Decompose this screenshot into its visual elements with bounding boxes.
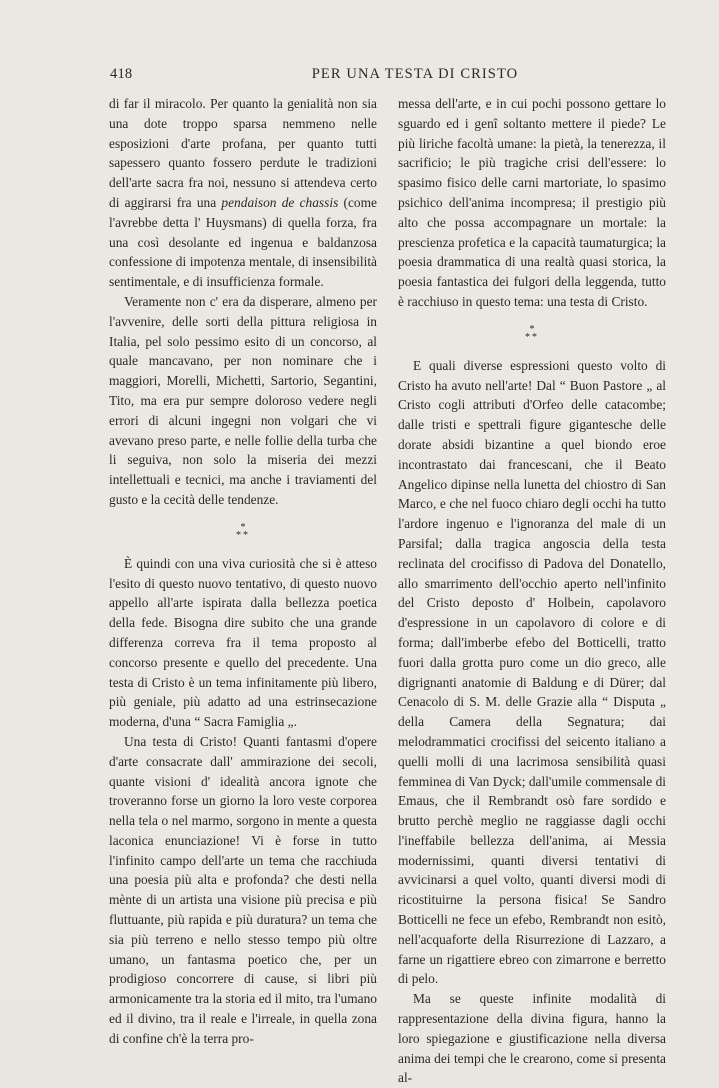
italic-phrase: pendaison de chassis	[221, 194, 339, 210]
left-column	[109, 94, 377, 1049]
asterism-top: *	[529, 323, 535, 335]
running-title: PER UNA TESTA DI CRISTO	[311, 66, 519, 82]
paragraph: È quindi con una viva curiosità che si è atteso l'esito di questo nuovo tentativo, di questo nuovo appello all'arte ispirata dalla bellezza poetica della fede. Bisogna dire subito che una grande differenza correva fra il tema proposto al concorso presente e quello del precedente. Una testa di Cristo è un tema infinitamente più libero, più geniale, più adatto ad una estrinsecazione moderna, d'una “ Sacra Famiglia „.	[109, 555, 377, 730]
text-run: (come l'avrebbe detta l' Huysmans) di quella forza, fra una così desolante ed ingenua e baldanzosa confessione di impotenza mentale, di insensibilità sentimentale, e di insufficienza formale.	[109, 194, 377, 290]
asterism-bottom: **	[525, 331, 539, 343]
paragraph: Una testa di Cristo! Quanti fantasmi d'opere d'arte consacrate dall' ammirazione dei secoli, quante visioni d' idealità ancora ignote che troveranno forse un giorno la loro veste corporea nella tela o nel marmo, sorgono in mente a questa laconica enunciazione! Vi è forse in tutto l'infinito campo dell'arte un tema che racchiuda una poesia più alta e profonda? che desti nella mènte di un artista una visione più precisa e più fluttuante, più rapida e più duratura? un tema che sia più terreno e nello stesso tempo più oltre umano, un fantasma poetico che, per un prodigioso concorrere di cause, si libri più armonicamente tra la storia ed il mito, tra l'umano ed il divino, tra il reale e l'irreale, in quella zona di confine ch'è la terra pro-	[109, 733, 377, 1046]
paragraph: Ma se queste infinite modalità di rappresentazione della divina figura, hanno la loro spiegazione e giustificazione nella diversa anima dei tempi che le crearono, come si presenta al-	[398, 991, 666, 1086]
running-head	[110, 66, 670, 86]
asterism-bottom: **	[236, 529, 250, 541]
section-asterism	[109, 510, 377, 554]
paragraph-continued: messa dell'arte, e in cui pochi possono gettare lo sguardo ed i genî soltanto mettere il piede? Le più liriche facoltà umane: la pietà, la tenerezza, il sacrificio; le più tragiche crisi dell'essere: lo spasimo fisico delle carni martoriate, lo spasimo psichico dell'anima incompresa; il prestigio più alto che possa accompagnare un mortale: la prescienza profetica e la capacità taumaturgica; la poesia drammatica di una realtà quasi storica, la poesia fantastica dei fulgori della leggenda, tutto è racchiuso in questo tema: una testa di Cristo.	[398, 96, 666, 309]
paragraph-continued	[109, 94, 377, 292]
asterism-top: *	[240, 521, 246, 533]
text-run: di far il miracolo. Per quanto la genialità non sia una dote troppo sparsa nemmeno nelle esposizioni d'arte profana, per quanto tutti sapessero quanto fossero perdute le tradizioni dell'arte sacra fra noi, nessuno si attendeva certo di aggirarsi fra una	[109, 96, 377, 210]
right-column	[398, 94, 666, 1088]
paragraph: Veramente non c' era da disperare, almeno per l'avvenire, delle sorti della pittura religiosa in Italia, pel solo pessimo esito di un concorso, al quale mancavano, per non nominare che i maggiori, Morelli, Michetti, Sartorio, Segantini, Tito, ma era pur sempre doloroso vedere negli errori di alcuni ingegni non volgari che vi avevano preso parte, e nelle follie della turba che li seguiva, non solo la miseria dei mezzi intellettuali e tecnici, ma anche i traviamenti del gusto e la cecità delle tendenze.	[109, 293, 377, 507]
section-asterism	[398, 312, 666, 356]
paragraph: E quali diverse espressioni questo volto di Cristo ha avuto nell'arte! Dal “ Buon Pastore „ al Cristo cogli attributi d'Orfeo delle catacombe; dalle tristi e spettrali figure gigantesche delle dorate absidi bizantine a quel biondo eroe incontrastato dai francescani, che il Beato Angelico dipinse nella lunetta del chiostro di San Marco, e che nel fuoco chiaro degli occhi ha tutto l'ardore ingenuo e l'ignoranza del male di un Parsifal; dalla tragica angoscia della testa reclinata del crocifisso di Padova del Donatello, allo smarrimento dell'occhio aperto nell'infinito del Cristo deposto d' Holbein, capolavoro d'espressione in un capolavoro di colore e di forma; dall'imberbe efebo del Botticelli, tratto fuori dalla grotta puro come un dio greco, alle digrignanti anatomie di Baldung e di Dürer; dal Cenacolo di S. M. delle Grazie alla “ Disputa „ della Camera della Segnatura; dai melodrammatici crocifissi del seicento italiano a quelli molli di una lacrimosa sensibilità quasi femminea di Van Dyck; dall'umile commensale di Emaus, che il Rembrandt osò fare sordido e brutto perchè meglio ne raggiasse dagli occhi l'ineffabile bellezza dell'anima, ai Messia modernissimi, quanti diversi tentativi di avvicinarsi a quel volto, quanti diversi modi di ricostituirne la persona fisica! Se Sandro Botticelli ne fece un efebo, Rembrandt non esitò, nell'acquaforte della Risurrezione di Lazzaro, a farne un rigattiere ebreo con zimarrone e berretto di pelo.	[398, 357, 666, 987]
page-number: 418	[110, 66, 133, 82]
